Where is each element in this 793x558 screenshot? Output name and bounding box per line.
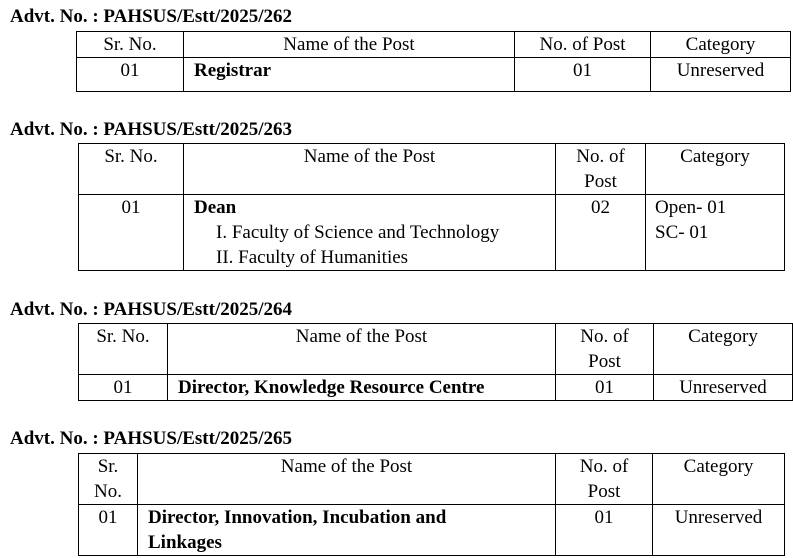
- header-no-of-line1: No. of: [580, 326, 629, 347]
- cell-category: Unreserved: [654, 375, 793, 401]
- header-no-of-post: [556, 144, 646, 195]
- table-header-row: [77, 32, 791, 58]
- advt-heading-262: Advt. No. : PAHSUS/Estt/2025/262: [10, 6, 293, 27]
- header-post-name: Name of the Post: [168, 324, 556, 375]
- header-category: Category: [646, 144, 785, 195]
- sub-item-faculty-humanities: II. Faculty of Humanities: [216, 247, 409, 268]
- header-sr-no: Sr. No.: [79, 324, 168, 375]
- header-category: Category: [654, 324, 793, 375]
- cell-category: Unreserved: [651, 58, 791, 92]
- advt-heading-265: Advt. No. : PAHSUS/Estt/2025/265: [10, 428, 293, 449]
- cell-post-name: [138, 505, 556, 556]
- advt-heading-264: Advt. No. : PAHSUS/Estt/2025/264: [10, 299, 293, 320]
- post-name-line2: Linkages: [148, 532, 222, 553]
- header-category: Category: [653, 454, 785, 505]
- cell-sr-no: 01: [79, 195, 184, 271]
- cell-no-of-post: 01: [515, 58, 651, 92]
- cell-no-of-post: 01: [556, 375, 654, 401]
- header-no-of-line2: Post: [584, 171, 617, 192]
- post-table-264: [78, 323, 793, 401]
- header-no-of-line1: No. of: [579, 456, 629, 477]
- cell-category: [646, 195, 785, 271]
- header-sr-no: [79, 454, 138, 505]
- table-row: [79, 195, 785, 271]
- header-sr-no: Sr. No.: [79, 144, 184, 195]
- header-post-name: Name of the Post: [184, 32, 515, 58]
- cell-sr-no: 01: [79, 505, 138, 556]
- post-table-265: [78, 453, 785, 556]
- advt-heading-263: Advt. No. : PAHSUS/Estt/2025/263: [10, 119, 293, 140]
- cell-sr-no: 01: [79, 375, 168, 401]
- category-open: Open- 01: [655, 197, 727, 218]
- sub-item-faculty-science: I. Faculty of Science and Technology: [216, 222, 500, 243]
- header-no-of-line1: No. of: [576, 146, 625, 167]
- header-sr-line1: Sr.: [97, 456, 119, 477]
- cell-post-name: Registrar: [184, 58, 515, 92]
- post-title: Dean: [194, 197, 237, 218]
- cell-no-of-post: 01: [556, 505, 653, 556]
- category-sc: SC- 01: [655, 222, 709, 243]
- header-no-of-line2: Post: [588, 351, 621, 372]
- header-no-of-post: [556, 324, 654, 375]
- header-sr-line2: No.: [94, 481, 122, 502]
- header-sr-no: Sr. No.: [77, 32, 184, 58]
- post-name-line1: Director, Innovation, Incubation and: [148, 507, 447, 528]
- header-no-of-post: [556, 454, 653, 505]
- header-no-of-line2: Post: [587, 481, 621, 502]
- header-post-name: Name of the Post: [184, 144, 556, 195]
- table-row: [79, 375, 793, 401]
- table-header-row: [79, 144, 785, 195]
- header-no-of-post: No. of Post: [515, 32, 651, 58]
- table-header-row: [79, 324, 793, 375]
- header-post-name: Name of the Post: [138, 454, 556, 505]
- cell-no-of-post: 02: [556, 195, 646, 271]
- cell-category: Unreserved: [653, 505, 785, 556]
- cell-sr-no: 01: [77, 58, 184, 92]
- post-table-262: [76, 31, 791, 92]
- cell-post-name: Director, Knowledge Resource Centre: [168, 375, 556, 401]
- cell-post-name: [184, 195, 556, 271]
- header-category: Category: [651, 32, 791, 58]
- post-table-263: [78, 143, 785, 271]
- table-row: [79, 505, 785, 556]
- table-row: [77, 58, 791, 92]
- table-header-row: [79, 454, 785, 505]
